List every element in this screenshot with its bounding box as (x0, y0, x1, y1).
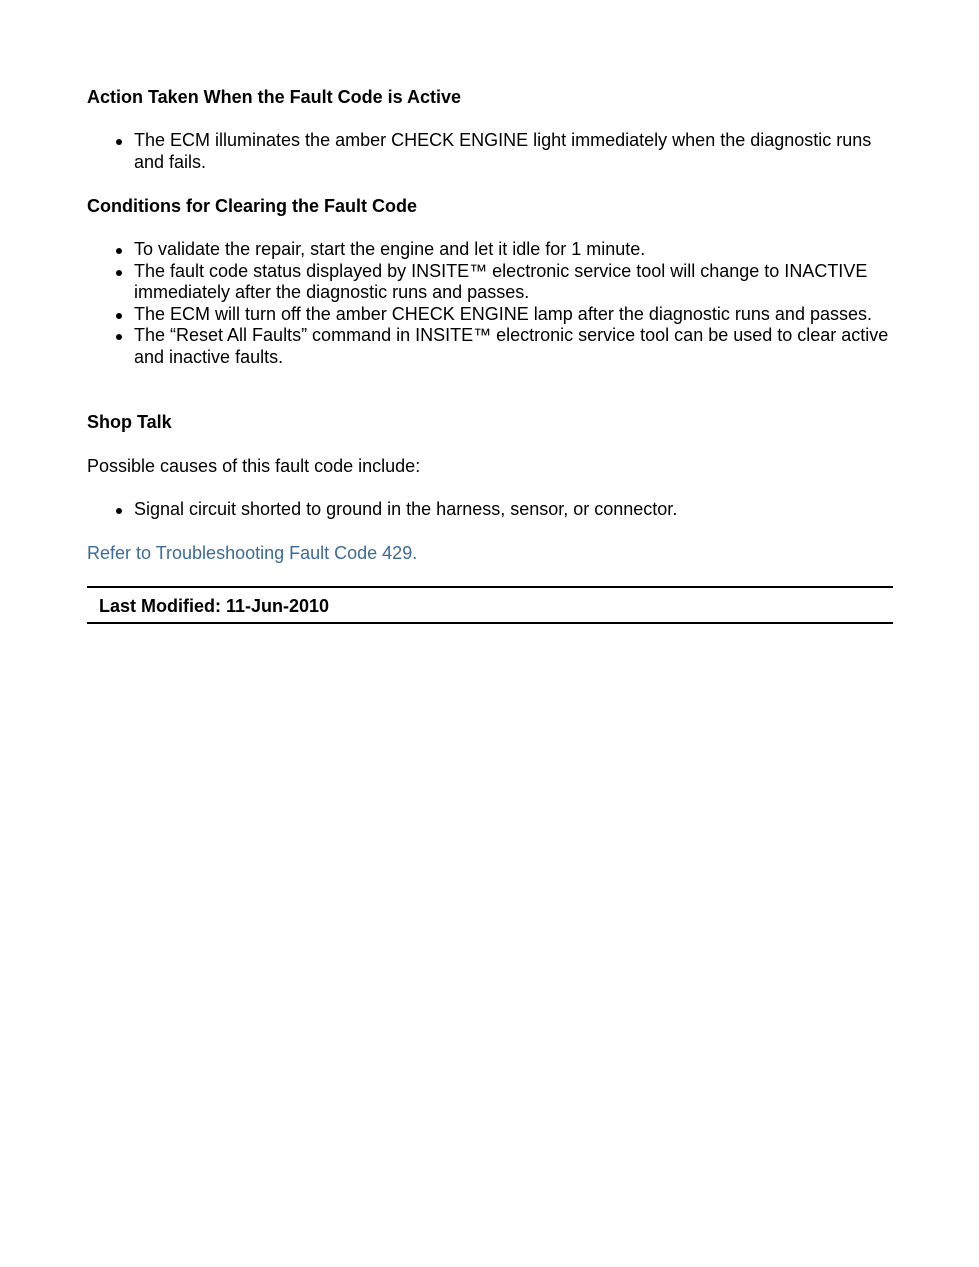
shop-talk-heading: Shop Talk (87, 412, 172, 432)
list-item (87, 325, 894, 368)
troubleshooting-link[interactable]: Refer to Troubleshooting Fault Code 429. (87, 543, 418, 563)
list-item-text: The “Reset All Faults” command in INSITE™ electronic service tool can be used to clear active and inactive faults. (134, 325, 889, 367)
footer-top-divider (87, 586, 893, 588)
clearing-bullet-list (87, 239, 893, 369)
bullet-icon (116, 248, 122, 254)
list-item (87, 261, 894, 304)
list-item (87, 499, 894, 521)
clearing-heading: Conditions for Clearing the Fault Code (87, 196, 417, 216)
list-item-text: The ECM illuminates the amber CHECK ENGINE light immediately when the diagnostic runs and fails. (134, 130, 872, 172)
last-modified-label: Last Modified: 11-Jun-2010 (99, 596, 330, 616)
bullet-icon (116, 139, 122, 145)
bullet-icon (116, 270, 122, 276)
shop-talk-bullet-list (87, 499, 893, 521)
list-item (87, 239, 894, 261)
list-item (87, 304, 894, 326)
action-bullet-list (87, 130, 893, 173)
list-item-text: Signal circuit shorted to ground in the harness, sensor, or connector. (134, 499, 678, 519)
list-item-text: The ECM will turn off the amber CHECK ENGINE lamp after the diagnostic runs and passes. (134, 303, 872, 324)
bullet-icon (116, 508, 122, 514)
footer-bottom-divider (87, 622, 893, 624)
list-item-text: The fault code status displayed by INSITE™ electronic service tool will change to INACTIVE immediately after the diagnostic runs and passes. (134, 260, 868, 303)
bullet-icon (116, 334, 122, 340)
list-item-text: To validate the repair, start the engine and let it idle for 1 minute. (134, 239, 646, 259)
list-item (87, 130, 894, 173)
shop-talk-intro: Possible causes of this fault code include: (87, 456, 421, 476)
action-heading: Action Taken When the Fault Code is Active (87, 87, 462, 107)
bullet-icon (116, 313, 122, 319)
